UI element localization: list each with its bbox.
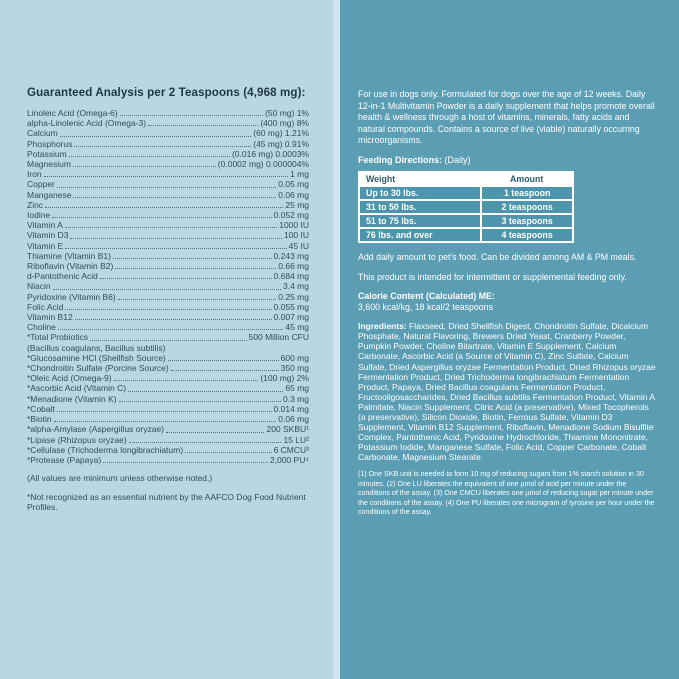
- ga-row: [27, 179, 309, 189]
- ga-nutrient-value: 0.684 mg: [273, 271, 309, 282]
- ga-dotted-leader: [65, 248, 286, 249]
- ga-row: [27, 261, 309, 271]
- ga-nutrient-value: 0.05 mg: [278, 179, 309, 190]
- ga-dotted-leader: [128, 391, 283, 392]
- ga-row: [27, 108, 309, 118]
- ga-nutrient-name: Manganese: [27, 189, 72, 200]
- ga-dotted-leader: [58, 329, 284, 330]
- ga-row: [27, 363, 309, 373]
- ga-row: [27, 149, 309, 159]
- ga-nutrient-name: *Menadione (Vitamin K): [27, 393, 117, 404]
- calorie-content-label: Calorie Content (Calculated) ME:: [358, 291, 495, 302]
- ga-row: [27, 159, 309, 169]
- ga-dotted-leader: [69, 156, 230, 157]
- feeding-table-header-amount: Amount: [481, 172, 573, 186]
- feeding-directions-heading: [358, 155, 657, 166]
- aafco-note: *Not recognized as an essential nutrient by the AAFCO Dog Food Nutrient Profiles.: [27, 491, 306, 513]
- ga-nutrient-name: Iodine: [27, 210, 51, 221]
- ga-nutrient-value: 500 Million CFU: [248, 332, 309, 343]
- feeding-table-header-weight: Weight: [359, 172, 481, 186]
- ga-row: [27, 169, 309, 179]
- ga-nutrient-value: 0.243 mg: [273, 250, 309, 261]
- ga-dotted-leader: [168, 360, 279, 361]
- ga-nutrient-value: 45 IU: [288, 240, 309, 251]
- ga-dotted-leader: [53, 289, 281, 290]
- ga-row: [27, 394, 309, 404]
- ga-dotted-leader: [52, 217, 271, 218]
- ga-dotted-leader: [103, 462, 268, 463]
- ga-nutrient-name: Vitamin D3: [27, 230, 69, 241]
- ga-dotted-leader: [114, 380, 259, 381]
- ga-nutrient-name: Choline: [27, 322, 56, 333]
- ga-nutrient-value: 65 mg: [285, 383, 309, 394]
- ga-nutrient-name: *alpha-Amylase (Aspergillus oryzae): [27, 424, 165, 435]
- ga-nutrient-value: 1000 IU: [279, 220, 309, 231]
- ga-dotted-leader: [119, 401, 281, 402]
- ga-row: [27, 190, 309, 200]
- ga-dotted-leader: [118, 299, 277, 300]
- ga-nutrient-name: d-Pantothenic Acid: [27, 271, 98, 282]
- ga-nutrient-name: Calcium: [27, 128, 58, 139]
- ga-nutrient-value: 600 mg: [280, 352, 309, 363]
- ga-row: [27, 271, 309, 281]
- feeding-weight-cell: 76 lbs. and over: [359, 228, 481, 242]
- ga-dotted-leader: [65, 227, 277, 228]
- ga-nutrient-value: 15 LU²: [283, 434, 309, 445]
- ga-nutrient-value: (50 mg) 1%: [265, 108, 309, 118]
- ga-nutrient-name: *Oleic Acid (Omega-9): [27, 373, 112, 384]
- guaranteed-analysis-list: [27, 108, 309, 465]
- ga-nutrient-value: 0.25 mg: [278, 291, 309, 302]
- ga-nutrient-name: Thiamine (Vitamin B1): [27, 250, 111, 261]
- ga-dotted-leader: [60, 136, 252, 137]
- ga-nutrient-name: *Total Probiotics: [27, 332, 88, 343]
- ga-row: [27, 251, 309, 261]
- ga-row: [27, 322, 309, 332]
- ga-nutrient-value: 200 SKBU¹: [266, 424, 309, 435]
- ga-dotted-leader: [74, 146, 251, 147]
- ga-nutrient-name: *Glucosamine HCl (Shellfish Source): [27, 352, 166, 363]
- ga-dotted-leader: [57, 187, 276, 188]
- feeding-weight-cell: 51 to 75 lbs.: [359, 214, 481, 228]
- feeding-amount-cell: 3 teaspoons: [481, 214, 573, 228]
- ga-nutrient-value: 0.007 mg: [273, 312, 309, 323]
- ga-row: [27, 210, 309, 220]
- ga-row: [27, 343, 309, 353]
- feeding-amount-cell: 4 teaspoons: [481, 228, 573, 242]
- ga-row: [27, 332, 309, 342]
- feeding-directions-suffix: (Daily): [442, 154, 471, 165]
- ga-nutrient-value: 0.3 mg: [283, 393, 309, 404]
- ga-nutrient-value: 0.66 mg: [278, 261, 309, 272]
- ga-nutrient-name: *Biotin: [27, 414, 52, 425]
- ga-nutrient-name: Vitamin B12: [27, 312, 73, 323]
- calorie-content-value: 3,600 kcal/kg, 18 kcal/2 teaspoons: [358, 302, 493, 313]
- ga-row: [27, 241, 309, 251]
- ga-row: [27, 118, 309, 128]
- ga-nutrient-name: Copper: [27, 179, 55, 190]
- ga-nutrient-value: 100 IU: [283, 230, 309, 241]
- ga-nutrient-name: Potassium: [27, 148, 67, 159]
- feeding-table-row: [359, 214, 573, 228]
- ga-dotted-leader: [129, 442, 282, 443]
- ga-nutrient-value: (400 mg) 8%: [260, 118, 309, 129]
- feeding-table-header-row: [359, 172, 573, 186]
- ga-nutrient-value: 350 mg: [280, 363, 309, 374]
- ga-nutrient-name: *Cellulase (Trichoderma longibrachiatum): [27, 444, 184, 455]
- ingredients-label: Ingredients:: [358, 321, 407, 332]
- ga-row: [27, 353, 309, 363]
- ga-nutrient-name: *Lipase (Rhizopus oryzae): [27, 434, 127, 445]
- ga-nutrient-value: 1 mg: [290, 169, 309, 180]
- ga-row: [27, 404, 309, 414]
- ga-nutrient-name: *Cobalt: [27, 403, 55, 414]
- calorie-content-block: [358, 291, 657, 313]
- ga-nutrient-value: 0.06 mg: [278, 414, 309, 425]
- ga-nutrient-name: Pyridoxine (Vitamin B6): [27, 291, 116, 302]
- ga-dotted-leader: [115, 268, 276, 269]
- feeding-amount-cell: 2 teaspoons: [481, 200, 573, 214]
- ga-dotted-leader: [57, 411, 272, 412]
- guaranteed-analysis-title: Guaranteed Analysis per 2 Teaspoons (4,968 mg):: [27, 86, 306, 99]
- ga-dotted-leader: [70, 238, 282, 239]
- ga-nutrient-value: 3.4 mg: [283, 281, 309, 292]
- ga-nutrient-name: Zinc: [27, 199, 44, 210]
- ga-dotted-leader: [166, 432, 264, 433]
- feeding-weight-cell: Up to 30 lbs.: [359, 186, 481, 200]
- ga-nutrient-value: 45 mg: [285, 322, 309, 333]
- ga-row: [27, 445, 309, 455]
- feeding-table-row: [359, 200, 573, 214]
- ga-nutrient-name: Vitamin E: [27, 240, 64, 251]
- ga-row: [27, 373, 309, 383]
- ga-row: [27, 230, 309, 240]
- ga-row: [27, 292, 309, 302]
- ga-nutrient-value: 25 mg: [285, 199, 309, 210]
- feeding-directions-table: [358, 171, 574, 243]
- feeding-amount-cell: 1 teaspoon: [481, 186, 573, 200]
- feeding-directions-label: Feeding Directions:: [358, 154, 443, 165]
- ga-nutrient-name: Linoleic Acid (Omega-6): [27, 108, 118, 118]
- ga-dotted-leader: [65, 309, 271, 310]
- ga-row: [27, 455, 309, 465]
- ga-dotted-leader: [171, 370, 279, 371]
- ga-row: [27, 383, 309, 393]
- ga-nutrient-name: Iron: [27, 169, 42, 180]
- ga-nutrient-value: 2,000 PU⁴: [269, 454, 309, 465]
- ga-nutrient-value: (60 mg) 1.21%: [253, 128, 309, 139]
- ga-row: [27, 281, 309, 291]
- ga-row: [27, 302, 309, 312]
- ga-nutrient-name: *Ascorbic Acid (Vitamin C): [27, 383, 127, 394]
- ga-nutrient-name: alpha-Linolenic Acid (Omega-3): [27, 118, 147, 129]
- ga-row: [27, 435, 309, 445]
- feeding-table-row: [359, 186, 573, 200]
- ga-dotted-leader: [113, 258, 272, 259]
- ga-nutrient-name: Niacin: [27, 281, 51, 292]
- ga-nutrient-name: Vitamin A: [27, 220, 63, 231]
- usage-and-ingredients-panel: [340, 0, 679, 679]
- ga-nutrient-name: *Chondroitin Sulfate (Porcine Source): [27, 363, 169, 374]
- ga-nutrient-name: Magnesium: [27, 159, 71, 170]
- ga-nutrient-value: 0.014 mg: [273, 403, 309, 414]
- ga-nutrient-value: (100 mg) 2%: [260, 373, 309, 384]
- ga-row: [27, 414, 309, 424]
- ga-nutrient-name: Phosphorus: [27, 138, 73, 149]
- ga-nutrient-value: 0.06 mg: [278, 189, 309, 200]
- ga-nutrient-name: Folic Acid: [27, 301, 64, 312]
- ga-row: [27, 220, 309, 230]
- minimum-values-note: (All values are minimum unless otherwise noted.): [27, 473, 213, 484]
- ga-dotted-leader: [54, 421, 277, 422]
- ga-dotted-leader: [75, 319, 272, 320]
- ga-nutrient-value: (45 mg) 0.91%: [253, 138, 309, 149]
- ga-dotted-leader: [73, 166, 216, 167]
- ga-dotted-leader: [90, 340, 247, 341]
- ga-nutrient-value: 6 CMCU³: [273, 444, 309, 455]
- ga-row: [27, 200, 309, 210]
- ga-row: [27, 128, 309, 138]
- ga-nutrient-value: 0.052 mg: [273, 210, 309, 221]
- feeding-weight-cell: 31 to 50 lbs.: [359, 200, 481, 214]
- ga-dotted-leader: [120, 115, 263, 116]
- ga-nutrient-name: Riboflavin (Vitamin B2): [27, 261, 114, 272]
- intermittent-feeding-note: This product is intended for intermittent or supplemental feeding only.: [358, 271, 627, 282]
- add-daily-instructions: Add daily amount to pet's food. Can be divided among AM & PM meals.: [358, 251, 637, 262]
- ga-dotted-leader: [44, 176, 288, 177]
- ga-dotted-leader: [185, 452, 272, 453]
- ga-dotted-leader: [100, 278, 272, 279]
- ingredients-list-text: Flaxseed, Dried Shellfish Digest, Chondroitin Sulfate, Dicalcium Phosphate, Natural Flavoring, Brewers Dried Yeast, Cranberry Powder, Pumpkin Powder, Choline Bitartrate, Vitamin E Supplement, Calcium Carbonate, Ascorbic Acid (a Source of Vitamin C), Zinc Sulfate, Calcium Sulfate, Dried Aspergillus oryzae Fermentation Product, Dried Rhizopus oryzae Fermentation Product, Dried Trichoderma longibrachiatum Fermentation Product, Papaya, Dried Bacillus coagulans Fermentation Product, Fructooligosaccharides, Dried Bacillus subtilis Fermentation Product, Vitamin A Palmitate, Niacin Supplement, Citric Acid (a preservative), Mixed Tocopherols (a preservative), Silicon Dioxide, Biotin, Ferrous Sulfate, Vitamin D3 Supplement, Vitamin B12 Supplement, Riboflavin, Menadione Sodium Bisulfite Complex, Pantothenic Acid, Pyridoxine Hydrochloride, Thiamine Mononitrate, Potassium Iodide, Manganese Sulfate, Folic Acid, Copper Carbonate, Cobalt Carbonate, Magnesium Stearate.: [358, 321, 656, 463]
- feeding-table-row: [359, 228, 573, 242]
- ga-nutrient-value: (0.016 mg) 0.0003%: [231, 148, 309, 159]
- ingredients-paragraph: [358, 321, 657, 462]
- ga-dotted-leader: [73, 197, 276, 198]
- enzyme-unit-footnotes: (1) One SKB unit is needed to form 10 mg of reducing sugars from 1% starch solution in 30 minutes. (2) One LU liberates the equivalent of one µmol of acid per minute under the conditions of the assay. (3) One CMCU liberates one µmol of reducing sugar per minute under the conditions of the assay. (4) One PU liberates one microgram of tyrosine per hour under the conditions of the assay.: [358, 470, 655, 517]
- ga-row: [27, 139, 309, 149]
- ga-nutrient-name: (Bacillus coagulans, Bacillus subtilis): [27, 342, 166, 353]
- ga-nutrient-name: *Protease (Papaya): [27, 454, 102, 465]
- ga-nutrient-value: 0.055 mg: [273, 301, 309, 312]
- ga-row: [27, 312, 309, 322]
- ga-dotted-leader: [45, 207, 283, 208]
- ga-row: [27, 424, 309, 434]
- ga-nutrient-value: (0.0002 mg) 0.000004%: [217, 159, 309, 170]
- product-description: For use in dogs only. Formulated for dogs over the age of 12 weeks. Daily 12-in-1 Multivitamin Powder is a daily supplement that helps promote overall health & wellness through a host of vitamins, minerals, fatty acids and natural compounds. Contains a source of live (viable) naturally occurring microorganisms.: [358, 89, 655, 146]
- ga-dotted-leader: [148, 125, 258, 126]
